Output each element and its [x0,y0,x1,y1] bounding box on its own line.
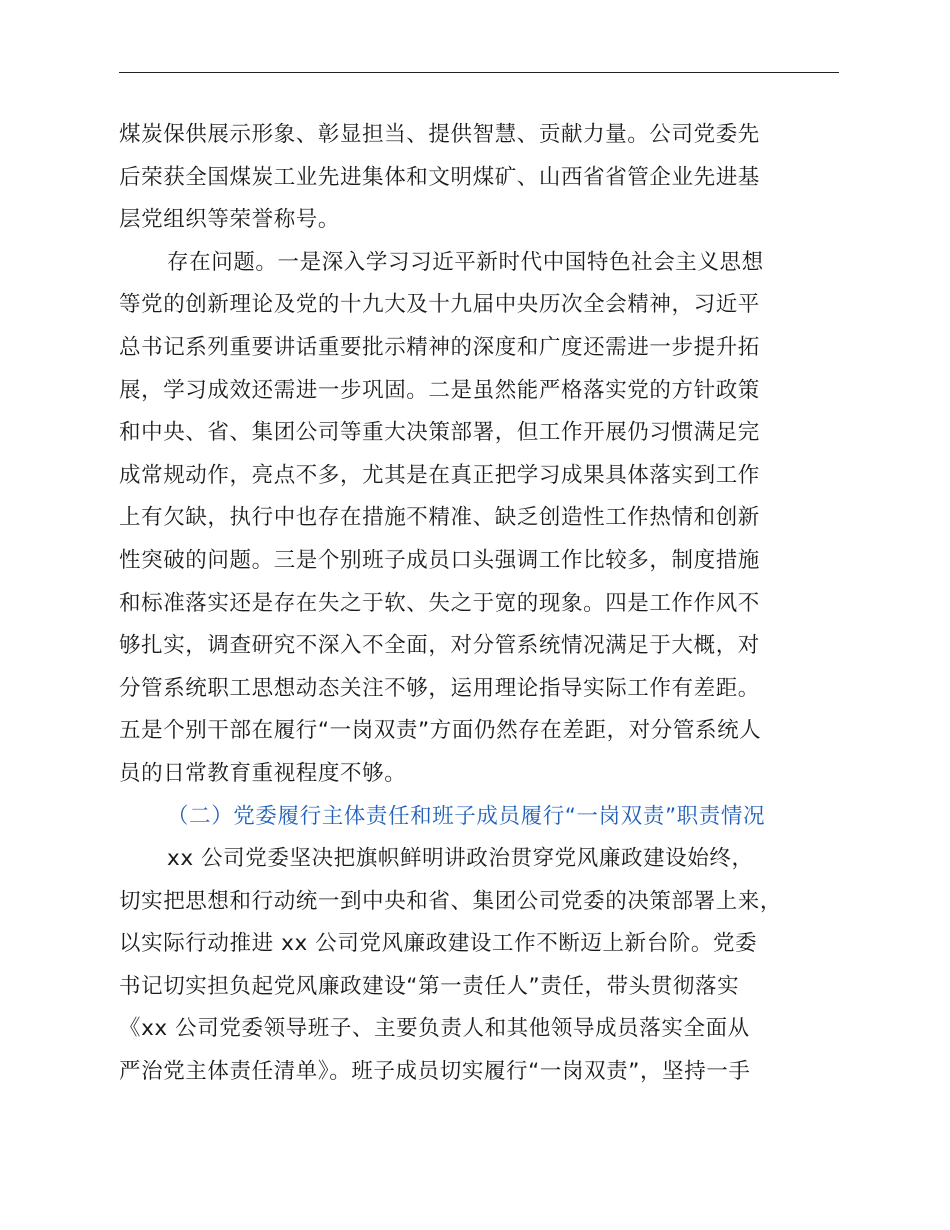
text-line: 书记切实担负起党风廉政建设“第一责任人”责任，带头贯彻落实 [119,973,740,999]
text-line: 和中央、省、集团公司等重大决策部署，但工作开展仍习惯满足完 [119,420,760,446]
text-line: 员的日常教育重视程度不够。 [119,760,407,786]
text-line: 以实际行动推进 xx 公司党风廉政建设工作不断迈上新台阶。党委 [119,931,758,957]
document-body [119,114,841,1094]
text-line: 展，学习成效还需进一步巩固。二是虽然能严格落实党的方针政策 [119,377,760,403]
text-line: 五是个别干部在履行“一岗双责”方面仍然存在差距，对分管系统人 [119,718,762,744]
text-line: 上有欠缺，执行中也存在措施不精准、缺乏创造性工作热情和创新 [119,505,760,531]
text-line: 性突破的问题。三是个别班子成员口头强调工作比较多，制度措施 [119,547,760,573]
text-line: 存在问题。一是深入学习习近平新时代中国特色社会主义思想 [167,249,764,275]
text-line: 切实把思想和行动统一到中央和省、集团公司党委的决策部署上来， [119,888,783,914]
section-heading: （二）党委履行主体责任和班子成员履行“一岗双责”职责情况 [167,803,766,829]
paragraph-party-committee [119,838,841,1094]
text-line: 成常规动作，亮点不多，尤其是在真正把学习成果具体落实到工作 [119,462,760,488]
text-line: 和标准落实还是存在失之于软、失之于宽的现象。四是工作作风不 [119,590,760,616]
text-line: 够扎实，调查研究不深入不全面，对分管系统情况满足于大概，对 [119,633,760,659]
header-rule [119,72,839,73]
text-line: 后荣获全国煤炭工业先进集体和文明煤矿、山西省省管企业先进基 [119,164,760,190]
text-line: 煤炭保供展示形象、彰显担当、提供智慧、贡献力量。公司党委先 [119,122,760,147]
text-line: 等党的创新理论及党的十九大及十九届中央历次全会精神，习近平 [119,292,760,318]
paragraph-coal-supply [119,114,841,242]
text-line: 总书记系列重要讲话重要批示精神的深度和广度还需进一步提升拓 [119,334,760,360]
text-line: xx 公司党委坚决把旗帜鲜明讲政治贯穿党风廉政建设始终， [167,846,754,872]
text-line: 层党组织等荣誉称号。 [119,207,341,233]
text-line: 严治党主体责任清单》。班子成员切实履行“一岗双责”，坚持一手 [119,1059,751,1085]
paragraph-existing-problems [119,242,841,796]
text-line: 分管系统职工思想动态关注不够，运用理论指导实际工作有差距。 [119,675,760,701]
text-line: 《xx 公司党委领导班子、主要负责人和其他领导成员落实全面从 [119,1016,750,1042]
